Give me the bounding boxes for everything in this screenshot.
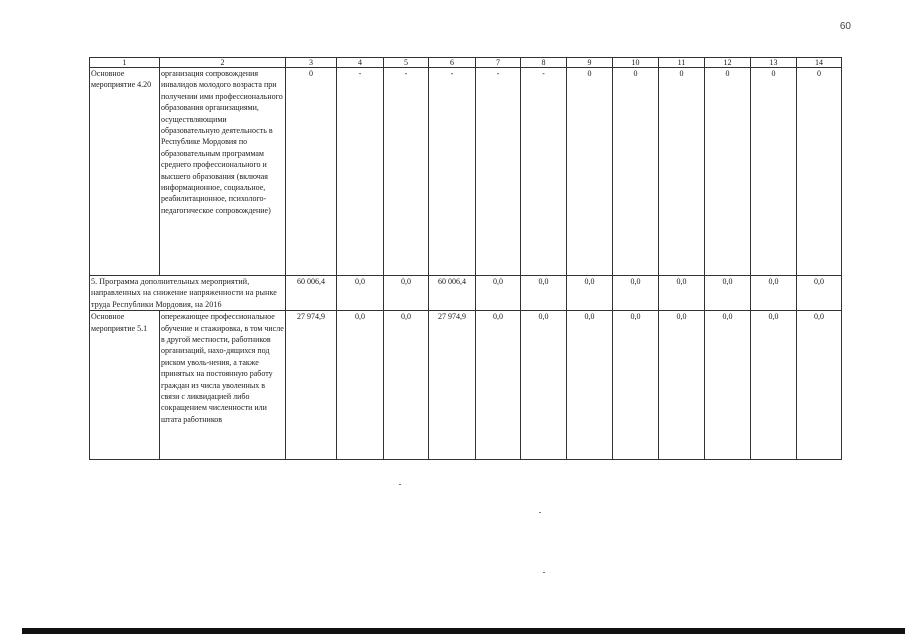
value-cell: - [521,68,567,276]
value-cell: 0,0 [705,276,751,311]
value-cell: 0,0 [797,276,842,311]
activity-code-cell: Основное мероприятие 5.1 [90,311,160,460]
header-cell: 4 [337,58,384,68]
scan-speck [543,572,545,573]
value-cell: - [476,68,521,276]
activity-code-cell: Основное мероприятие 4.20 [90,68,160,276]
header-cell: 10 [613,58,659,68]
value-cell: 0,0 [476,276,521,311]
value-cell: 0 [613,68,659,276]
activity-description-cell: организация сопровождения инвалидов молодого возраста при получении ими профессионального образования организациями, осуществляющими образовательную деятельность в Республике Мордовия по образовательным программам среднего профессионального и высшего образования (включая информационное, социальное, реабилитационное, психолого-педагогическое сопровождение) [160,68,286,276]
header-cell: 11 [659,58,705,68]
value-cell: 0,0 [705,311,751,460]
value-cell: 0,0 [521,311,567,460]
header-cell: 7 [476,58,521,68]
value-cell: 0,0 [567,276,613,311]
value-cell: 0 [705,68,751,276]
value-cell: 0 [797,68,842,276]
activity-description-cell: опережающее профессиональное обучение и стажировка, в том числе в другой местности, работников организаций, нахо-дящихся под риском уволь-нения, а также принятых на постоянную работу граждан из числа уволенных в связи с ликвидацией либо сокращением численности или штата работников [160,311,286,460]
value-cell: 0,0 [521,276,567,311]
table-row [90,311,842,460]
header-cell: 5 [384,58,429,68]
value-cell: 27 974,9 [286,311,337,460]
value-cell: 60 006,4 [286,276,337,311]
value-cell: 0,0 [384,311,429,460]
value-cell: 0,0 [337,276,384,311]
value-cell: 0,0 [659,311,705,460]
value-cell: 0,0 [797,311,842,460]
header-cell: 3 [286,58,337,68]
value-cell: 0 [286,68,337,276]
scan-speck [539,512,541,513]
value-cell: 60 006,4 [429,276,476,311]
header-cell: 1 [90,58,160,68]
header-cell: 12 [705,58,751,68]
value-cell: 0,0 [567,311,613,460]
value-cell: 0,0 [613,311,659,460]
value-cell: 0,0 [751,311,797,460]
value-cell: 0,0 [613,276,659,311]
page-number: 60 [839,21,851,32]
value-cell: - [429,68,476,276]
data-table [89,57,842,460]
value-cell: 0,0 [384,276,429,311]
value-cell: 0 [751,68,797,276]
value-cell: 0,0 [476,311,521,460]
header-cell: 13 [751,58,797,68]
value-cell: 27 974,9 [429,311,476,460]
table-row [90,276,842,311]
value-cell: - [337,68,384,276]
value-cell: - [384,68,429,276]
value-cell: 0 [659,68,705,276]
value-cell: 0,0 [659,276,705,311]
header-cell: 2 [160,58,286,68]
program-title-cell: 5. Программа дополнительных мероприятий, направленных на снижение напряженности на рынке труда Республики Мордовия, на 2016 [90,276,286,311]
scan-edge-bar [22,628,905,634]
header-cell: 14 [797,58,842,68]
value-cell: 0,0 [337,311,384,460]
header-cell: 8 [521,58,567,68]
value-cell: 0,0 [751,276,797,311]
header-cell: 6 [429,58,476,68]
table-row [90,68,842,276]
scan-speck [399,484,401,485]
value-cell: 0 [567,68,613,276]
header-row [90,58,842,68]
header-cell: 9 [567,58,613,68]
